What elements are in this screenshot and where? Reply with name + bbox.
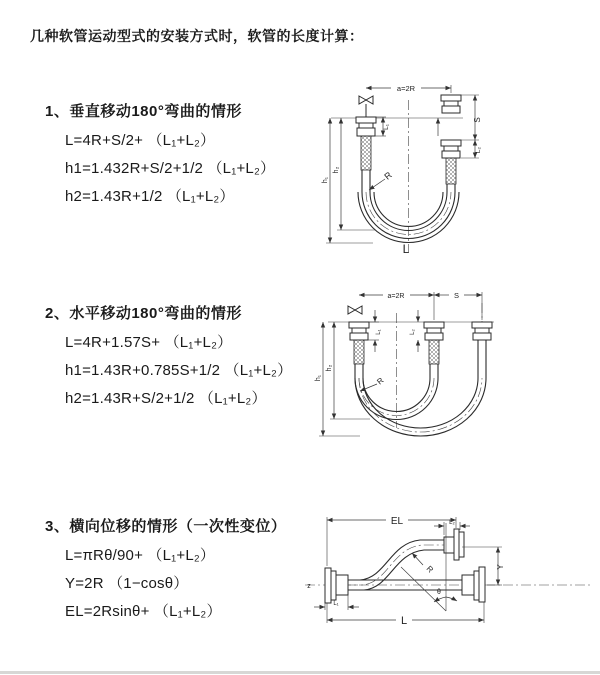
flange-fitting bbox=[352, 328, 366, 333]
dim-label-width: a=2R bbox=[387, 293, 405, 300]
flange-fitting-moved bbox=[441, 95, 461, 101]
braided-hose-section bbox=[429, 340, 439, 364]
page-bottom-edge bbox=[0, 671, 600, 674]
flange-fitting bbox=[350, 333, 368, 340]
angle-arc bbox=[434, 597, 446, 602]
dim-label-width: a=2R bbox=[396, 84, 416, 93]
braided-hose-section bbox=[446, 158, 456, 184]
valve-icon bbox=[348, 306, 362, 314]
flange-fitting-moved bbox=[472, 322, 492, 328]
dim-label-length: L bbox=[400, 615, 408, 627]
flange-fitting bbox=[441, 140, 461, 146]
diagram-horizontal-180-bend bbox=[298, 278, 558, 473]
formula-h2: h2=1.43R+1/2 （L₁+L₂） bbox=[65, 188, 235, 205]
flange-fitting bbox=[424, 322, 444, 328]
hose-wall bbox=[355, 364, 363, 378]
formula-Y: Y=2R （1−cosθ） bbox=[65, 575, 189, 592]
flange-fitting bbox=[442, 151, 460, 158]
formula-h2: h2=1.43R+S/2+1/2 （L₁+L₂） bbox=[65, 390, 267, 407]
formula-h1: h1=1.43R+0.785S+1/2 （L₁+L₂） bbox=[65, 362, 293, 379]
page-title: 几种软管运动型式的安装方式时，软管的长度计算： bbox=[30, 28, 364, 44]
braided-hose-section bbox=[361, 136, 371, 170]
hose-wall bbox=[430, 364, 438, 378]
dim-label-l1: L₁ bbox=[376, 329, 382, 335]
hose-wall bbox=[362, 170, 370, 192]
flange-plate-moved bbox=[459, 532, 464, 557]
radius-leader-line bbox=[369, 179, 385, 190]
hose-wall bbox=[478, 340, 486, 378]
valve-icon bbox=[359, 96, 373, 117]
flange-plate bbox=[479, 567, 485, 602]
flange-plate bbox=[325, 568, 331, 603]
flange-plate-moved bbox=[454, 529, 459, 560]
dim-label-stroke: S bbox=[473, 117, 482, 123]
centerline-break-symbol: z bbox=[307, 583, 311, 590]
dim-label-l2: L₂ bbox=[449, 520, 455, 526]
angle-arc bbox=[446, 597, 457, 601]
hose-curved-top-wall bbox=[348, 540, 444, 580]
dim-label-l1: L₁ bbox=[383, 124, 390, 130]
section-3 bbox=[45, 518, 315, 620]
hose-outer-arc-moved bbox=[355, 375, 486, 436]
dim-label-h1: h₁ bbox=[322, 176, 329, 184]
flange-plate bbox=[474, 571, 479, 600]
dim-label-l2: L₂ bbox=[475, 146, 482, 154]
formula-L: L=4R+S/2+ （L₁+L₂） bbox=[65, 132, 216, 149]
dim-label-y: Y bbox=[496, 564, 505, 570]
formula-EL: EL=2Rsinθ+ （L₁+L₂） bbox=[65, 603, 222, 620]
section-2 bbox=[45, 305, 315, 407]
dim-label-radius: R bbox=[375, 375, 386, 387]
hose-wall bbox=[447, 184, 455, 192]
dim-label-l2: L₂ bbox=[410, 329, 416, 335]
dim-label-h2: h₂ bbox=[326, 364, 333, 372]
flange-hub-moved bbox=[444, 537, 454, 553]
section-3-heading: 3、横向位移的情形（一次性变位） bbox=[45, 518, 287, 535]
section-2-heading: 2、水平移动180°弯曲的情形 bbox=[45, 305, 242, 322]
flange-fitting-moved bbox=[475, 328, 489, 333]
dim-label-l1: L₁ bbox=[333, 601, 339, 607]
flange-hub bbox=[336, 575, 348, 595]
section-1-heading: 1、垂直移动180°弯曲的情形 bbox=[45, 103, 242, 120]
dim-label-stroke: S bbox=[453, 291, 460, 300]
dim-label-radius: R bbox=[382, 169, 394, 182]
radius-leader-line bbox=[412, 553, 423, 565]
flange-fitting-moved bbox=[442, 106, 460, 113]
flange-plate bbox=[331, 571, 336, 600]
dim-label-radius: R bbox=[424, 564, 435, 575]
dim-label-el: EL bbox=[390, 516, 404, 527]
radius-leader-line bbox=[360, 384, 377, 391]
flange-fitting bbox=[357, 128, 375, 136]
flange-fitting bbox=[425, 333, 443, 340]
formula-h1: h1=1.432R+S/2+1/2 （L₁+L₂） bbox=[65, 160, 276, 177]
flange-fitting bbox=[349, 322, 369, 328]
flange-fitting-moved bbox=[444, 101, 458, 106]
formula-L: L=4R+1.57S+ （L₁+L₂） bbox=[65, 334, 233, 351]
flange-fitting-moved bbox=[473, 333, 491, 340]
dim-label-theta: θ bbox=[437, 589, 441, 596]
flange-fitting bbox=[427, 328, 441, 333]
formula-L: L=πRθ/90+ （L₁+L₂） bbox=[65, 547, 216, 564]
section-1 bbox=[45, 103, 315, 205]
flange-hub bbox=[462, 575, 474, 595]
flange-fitting bbox=[444, 146, 458, 151]
dim-label-h1: h₁ bbox=[315, 374, 322, 382]
diagram-lateral-displacement bbox=[300, 503, 600, 663]
flange-fitting bbox=[359, 123, 373, 128]
diagram-vertical-180-bend bbox=[293, 72, 533, 262]
flange-fitting bbox=[356, 117, 376, 123]
dim-label-length: L bbox=[402, 242, 410, 256]
braided-hose-section bbox=[354, 340, 364, 364]
dim-label-h2: h₂ bbox=[333, 166, 340, 174]
